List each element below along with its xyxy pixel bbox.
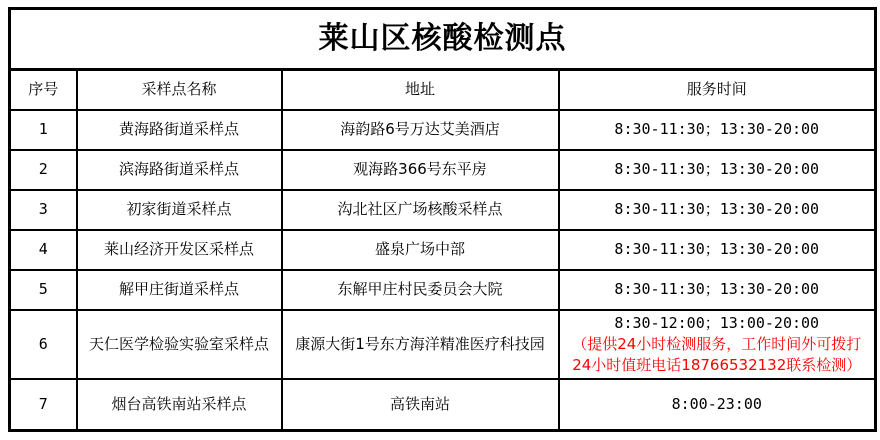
table-body bbox=[10, 110, 876, 431]
table-row bbox=[10, 190, 876, 230]
cell-no: 7 bbox=[10, 379, 77, 430]
cell-name: 解甲庄街道采样点 bbox=[77, 270, 282, 310]
service-time: 8:30-11:30；13:30-20:00 bbox=[614, 199, 820, 218]
cell-name: 烟台高铁南站采样点 bbox=[77, 379, 282, 430]
cell-time bbox=[559, 150, 876, 190]
cell-time bbox=[559, 190, 876, 230]
cell-no: 5 bbox=[10, 270, 77, 310]
cell-address: 沟北社区广场核酸采样点 bbox=[282, 190, 559, 230]
title-row bbox=[10, 9, 876, 70]
cell-address: 海韵路6号万达艾美酒店 bbox=[282, 110, 559, 150]
cell-no: 6 bbox=[10, 310, 77, 380]
cell-no: 3 bbox=[10, 190, 77, 230]
column-header-address: 地址 bbox=[282, 70, 559, 110]
cell-address: 高铁南站 bbox=[282, 379, 559, 430]
cell-name: 莱山经济开发区采样点 bbox=[77, 230, 282, 270]
cell-no: 4 bbox=[10, 230, 77, 270]
cell-name: 初家街道采样点 bbox=[77, 190, 282, 230]
table-row bbox=[10, 110, 876, 150]
cell-address: 盛泉广场中部 bbox=[282, 230, 559, 270]
cell-no: 2 bbox=[10, 150, 77, 190]
cell-time bbox=[559, 230, 876, 270]
testing-points-table bbox=[8, 7, 877, 432]
cell-name: 滨海路街道采样点 bbox=[77, 150, 282, 190]
column-header-no: 序号 bbox=[10, 70, 77, 110]
cell-time bbox=[559, 110, 876, 150]
column-header-name: 采样点名称 bbox=[77, 70, 282, 110]
cell-no: 1 bbox=[10, 110, 77, 150]
cell-time bbox=[559, 270, 876, 310]
service-time: 8:30-11:30；13:30-20:00 bbox=[614, 279, 820, 298]
cell-name: 天仁医学检验实验室采样点 bbox=[77, 310, 282, 380]
table-row bbox=[10, 270, 876, 310]
table-row bbox=[10, 230, 876, 270]
cell-name: 黄海路街道采样点 bbox=[77, 110, 282, 150]
service-time: 8:30-11:30；13:30-20:00 bbox=[614, 159, 820, 178]
cell-address: 康源大街1号东方海洋精准医疗科技园 bbox=[282, 310, 559, 380]
cell-time bbox=[559, 379, 876, 430]
service-note: （提供24小时检测服务，工作时间外可拨打24小时值班电话18766532132联系检测） bbox=[572, 335, 862, 375]
table-row bbox=[10, 150, 876, 190]
page-title: 莱山区核酸检测点 bbox=[10, 9, 876, 70]
service-time: 8:00-23:00 bbox=[671, 394, 762, 413]
document-sheet bbox=[8, 7, 877, 432]
cell-time bbox=[559, 310, 876, 380]
service-time: 8:30-12:00；13:00-20:00 bbox=[614, 313, 820, 332]
table-row bbox=[10, 310, 876, 380]
service-time: 8:30-11:30；13:30-20:00 bbox=[614, 239, 820, 258]
column-header-time: 服务时间 bbox=[559, 70, 876, 110]
header-row bbox=[10, 70, 876, 110]
cell-address: 东解甲庄村民委员会大院 bbox=[282, 270, 559, 310]
table-row bbox=[10, 379, 876, 430]
service-time: 8:30-11:30；13:30-20:00 bbox=[614, 119, 820, 138]
cell-address: 观海路366号东平房 bbox=[282, 150, 559, 190]
